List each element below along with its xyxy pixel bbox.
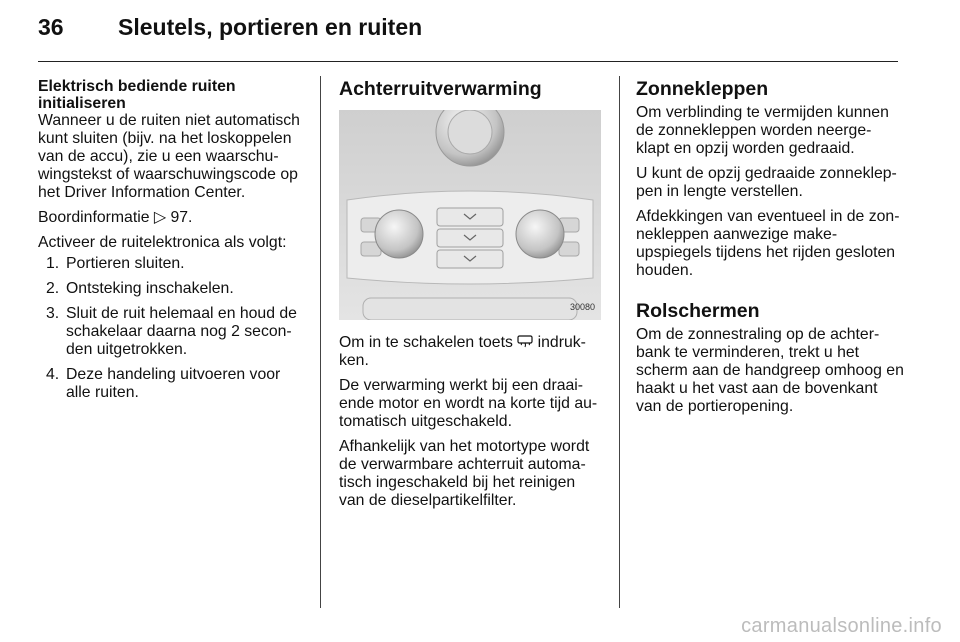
list-item <box>38 255 306 273</box>
paragraph <box>339 334 605 370</box>
list-item <box>38 305 306 359</box>
section-heading-achterruitverwarming: Achterruitverwarming <box>339 78 542 100</box>
paragraph: Wanneer u de ruiten niet automatisch kunt sluiten (bijv. na het loskoppelen van de accu), zie u een waarschu-wingstekst of waarschuwingscode op het Driver Information Center. <box>38 112 300 201</box>
paragraph: U kunt de opzij gedraaide zonneklep-pen in lengte verstellen. <box>636 165 897 200</box>
list-item <box>38 280 306 298</box>
paragraph: Om verblinding te vermijden kunnen de zonnekleppen worden neerge-klapt en opzij worden gedraaid. <box>636 104 889 157</box>
paragraph: Afhankelijk van het motortype wordt de verwarmbare achterruit automa-tisch ingeschakeld bij het reinigen van de dieselpartikelfilter. <box>339 438 590 509</box>
list-item <box>38 366 306 402</box>
section-heading-rolschermen: Rolschermen <box>636 300 760 322</box>
step-text: Sluit de ruit helemaal en houd de schakelaar daarna nog 2 secon-den uitgetrokken. <box>66 305 297 358</box>
section-heading-initialiseren: Elektrisch bediende ruiten initialiseren <box>38 78 236 112</box>
paragraph: Om de zonnestraling op de achter-bank te verminderen, trekt u het scherm aan de handgreep omhoog en haakt u het vast aan de bovenkant van de portieropening. <box>636 326 904 415</box>
step-number: 2. <box>46 280 60 297</box>
page-header <box>38 14 900 50</box>
column-2 <box>339 78 605 517</box>
step-text: Portieren sluiten. <box>66 255 185 272</box>
step-text: Ontsteking inschakelen. <box>66 280 234 297</box>
paragraph-end: indruk-ken. <box>339 334 586 369</box>
page-title: Sleutels, portieren en ruiten <box>118 14 423 40</box>
step-number: 4. <box>46 366 60 383</box>
column-divider-2 <box>619 76 620 608</box>
header-rule <box>38 61 898 62</box>
column-divider-1 <box>320 76 321 608</box>
column-3 <box>636 78 904 423</box>
section-heading-zonnekleppen: Zonnekleppen <box>636 78 769 100</box>
step-text: Deze handeling uitvoeren voor alle ruiten. <box>66 366 281 401</box>
paragraph: Activeer de ruitelektronica als volgt: <box>38 234 287 251</box>
paragraph-reference: Boordinformatie ▷ 97. <box>38 209 193 226</box>
climate-control-panel-image <box>339 110 601 320</box>
paragraph-start: Om in te schakelen toets <box>339 334 513 351</box>
rear-window-heating-icon <box>517 335 533 348</box>
paragraph: Afdekkingen van eventueel in de zon-nekleppen aanwezige make-upspiegels tijdens het rijden gesloten houden. <box>636 208 900 279</box>
page-number: 36 <box>38 14 64 40</box>
column-1 <box>38 78 306 409</box>
control-panel-illustration <box>339 110 601 320</box>
steps-list <box>38 255 306 402</box>
watermark: carmanualsonline.info <box>741 615 942 637</box>
paragraph: De verwarming werkt bij een draai-ende motor en wordt na korte tijd au-tomatisch uitgeschakeld. <box>339 377 598 430</box>
step-number: 3. <box>46 305 60 322</box>
image-code: 30080 <box>569 302 595 312</box>
step-number: 1. <box>46 255 60 272</box>
